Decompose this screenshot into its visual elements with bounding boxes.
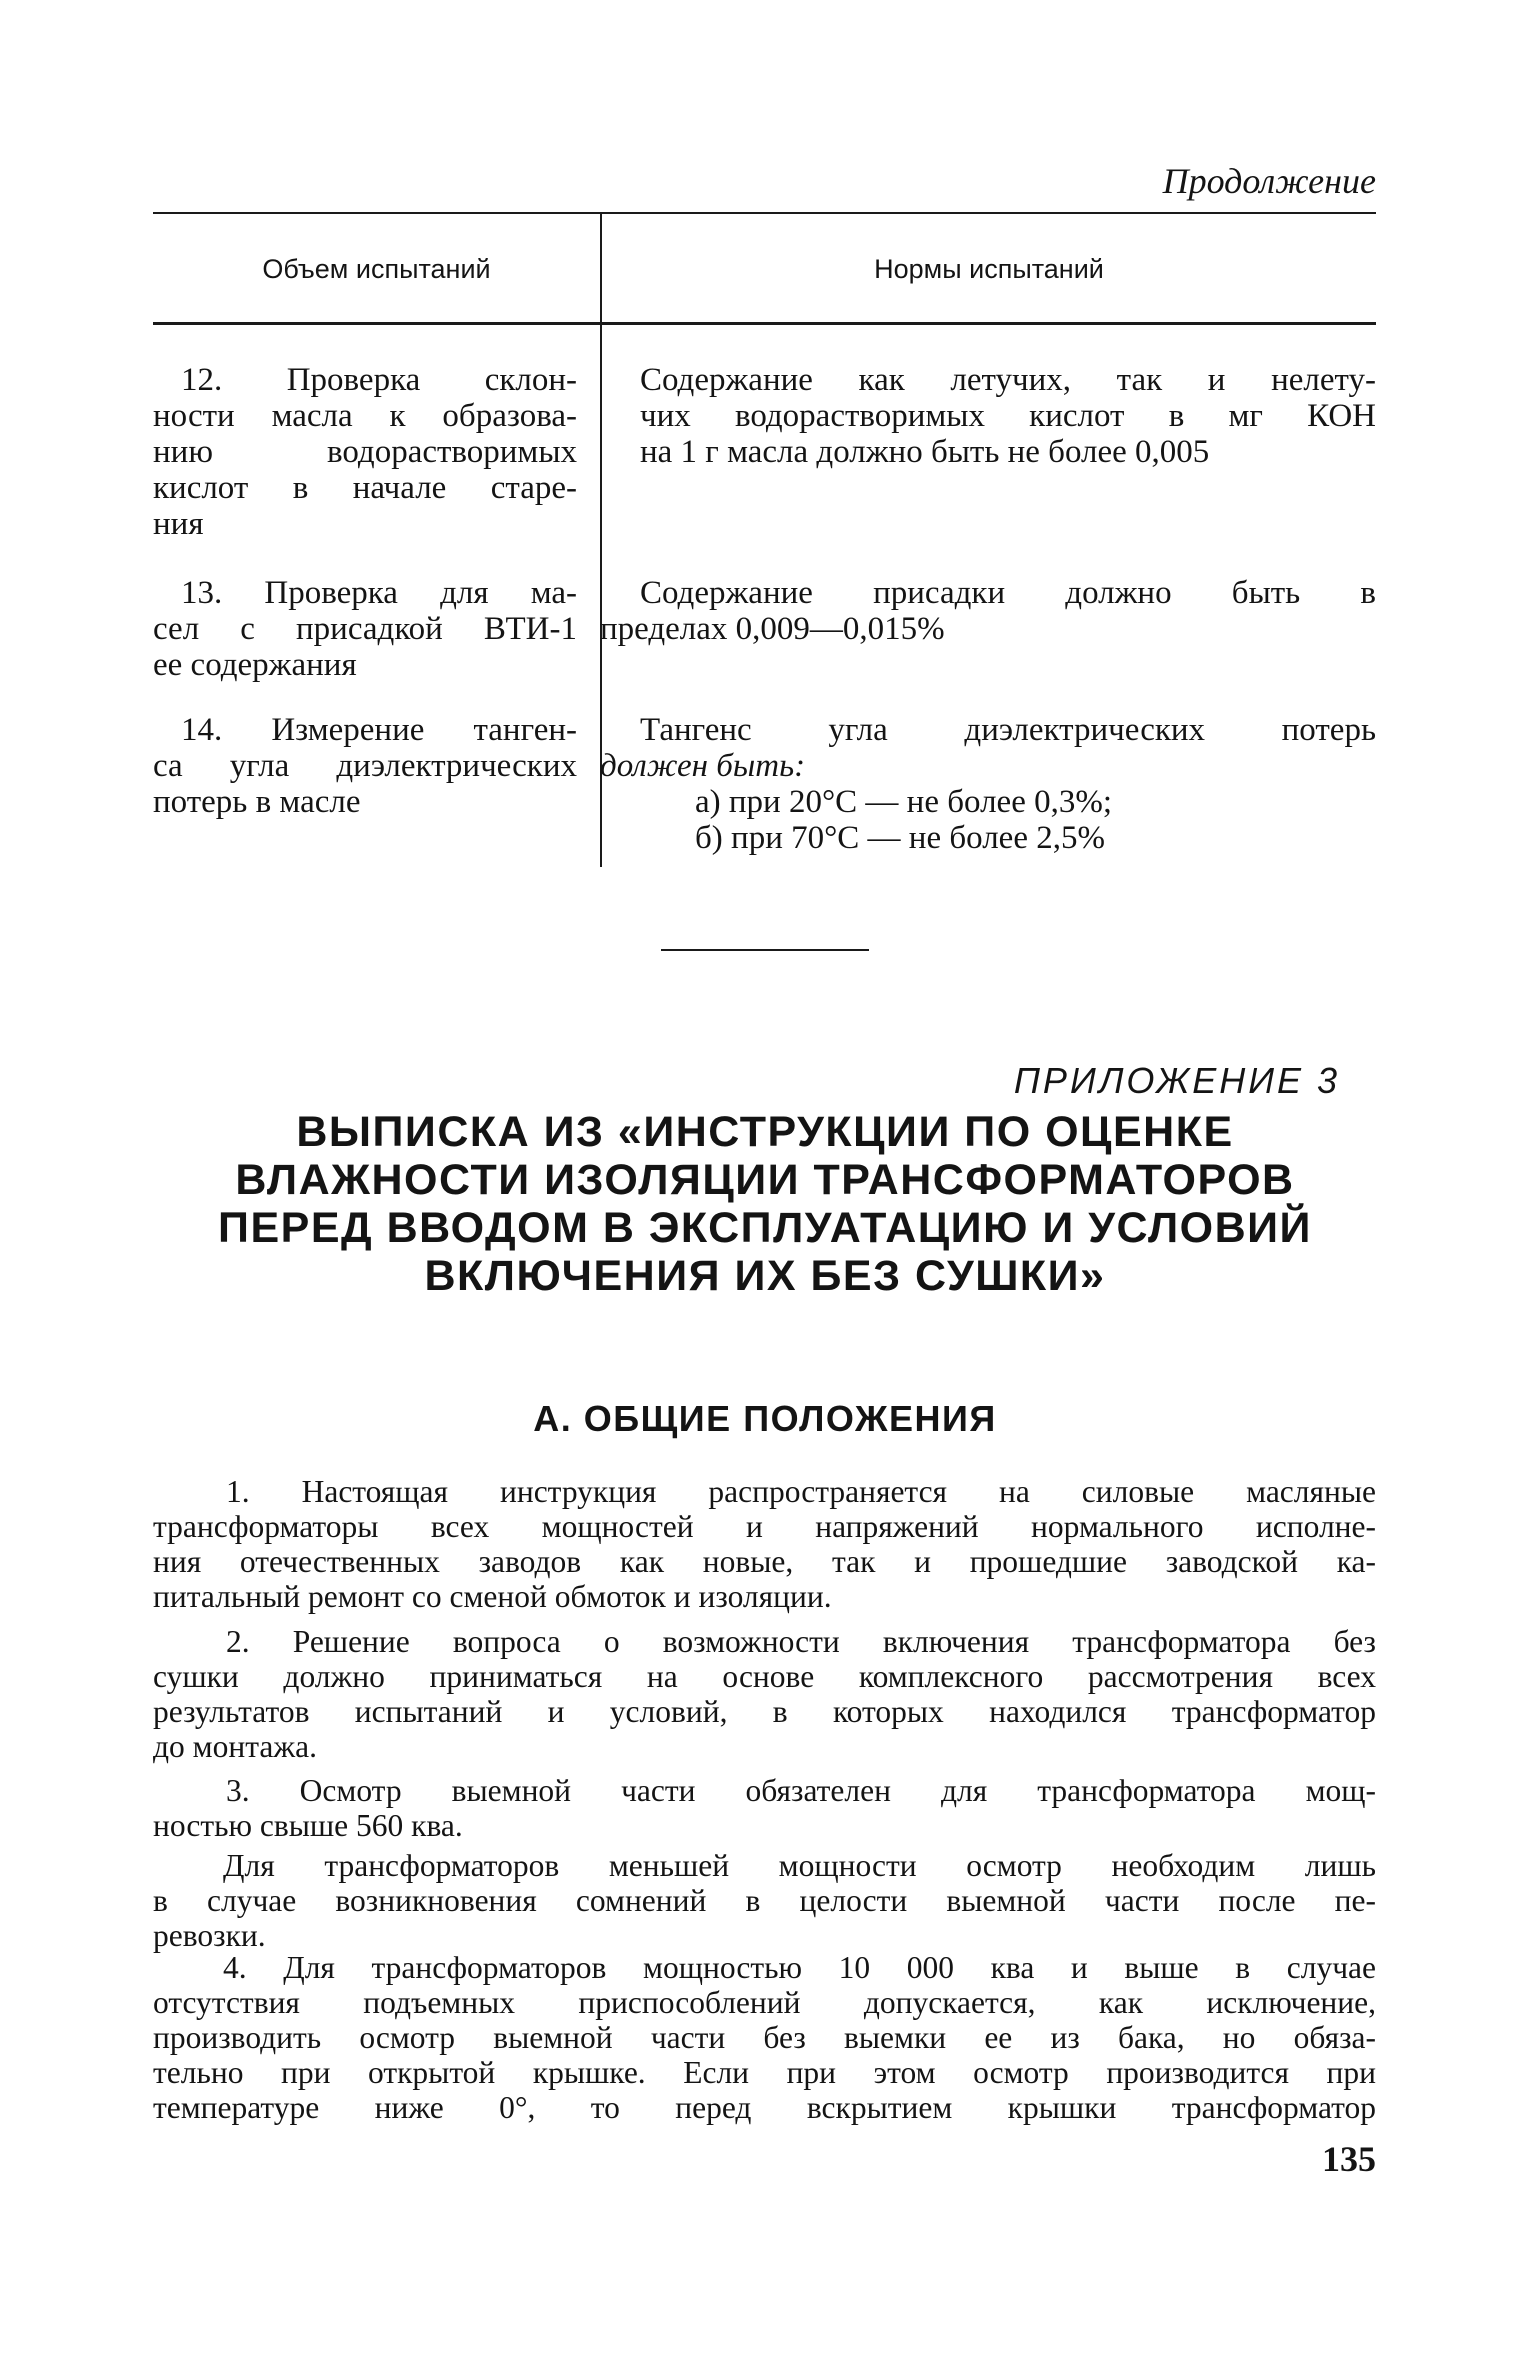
table-row-14-scope: 14. Измерение танген- са угла диэлектрических потерь в масле [153, 712, 577, 820]
section-heading: А. ОБЩИЕ ПОЛОЖЕНИЯ [533, 1398, 997, 1439]
tests-table [153, 212, 1376, 867]
table-row-12-norms: Содержание как летучих, так и нелету- чих водорастворимых кислот в мг КОН на 1 г масла должно быть не более 0,005 [640, 362, 1376, 470]
appendix-label: ПРИЛОЖЕНИЕ 3 [1013, 1060, 1340, 1101]
paragraph-3: 3. Осмотр выемной части обязателен для трансформатора мощ- ностью свыше 560 ква. [153, 1773, 1376, 1843]
paragraph-2: 2. Решение вопроса о возможности включения трансформатора без сушки должно приниматься на основе комплексного рассмотрения всех результатов испытаний и условий, в которых находился трансформатор до монтажа. [153, 1624, 1376, 1764]
page-number: 135 [1322, 2139, 1376, 2179]
paragraph-5: 4. Для трансформаторов мощностью 10 000 ква и выше в случае отсутствия подъемных приспособлений допускается, как исключение, производить осмотр выемной части без выемки ее из бака, но обяза- тельно при открытой крышке. Если при этом осмотр производится при температуре ниже 0°, то перед вскрытием крышки трансформатор [153, 1950, 1376, 2125]
table-row-13-scope: 13. Проверка для ма- сел с присадкой ВТИ-1 ее содержания [153, 575, 577, 683]
paragraph-4: Для трансформаторов меньшей мощности осмотр необходим лишь в случае возникновения сомнений в целости выемной части после пе- ревозки. [153, 1848, 1376, 1953]
table-top-rule [153, 212, 1376, 214]
table-row-14-norms: Тангенс угла диэлектрических потерь должен быть: а) при 20°С — не более 0,3%; б) при 70°С — не более 2,5% [600, 712, 1376, 856]
paragraph-3-last-line: ностью свыше 560 ква. [153, 1808, 463, 1843]
continuation-label: Продолжение [1162, 161, 1376, 201]
column-header-scope: Объем испытаний [262, 254, 491, 284]
column-header-norms: Нормы испытаний [874, 254, 1104, 284]
paragraph-1: 1. Настоящая инструкция распространяется на силовые масляные трансформаторы всех мощностей и напряжений нормального исполне- ния отечественных заводов как новые, так и прошедшие заводской ка- питальный ремонт со сменой обмоток и изоляции. [153, 1474, 1376, 1614]
table-row-13-norms: Содержание присадки должно быть в пределах 0,009—0,015% [600, 575, 1376, 647]
appendix-title: ВЫПИСКА ИЗ «ИНСТРУКЦИИ ПО ОЦЕНКЕ ВЛАЖНОСТИ ИЗОЛЯЦИИ ТРАНСФОРМАТОРОВ ПЕРЕД ВВОДОМ В ЭКСПЛУАТАЦИЮ И УСЛОВИЙ ВКЛЮЧЕНИЯ ИХ БЕЗ СУШКИ» [218, 1108, 1312, 1300]
table-header-rule [153, 322, 1376, 325]
section-separator [661, 949, 869, 951]
table-row-12-scope: 12. Проверка склон- ности масла к образова- нию водорастворимых кислот в начале старе- ния [153, 362, 577, 542]
